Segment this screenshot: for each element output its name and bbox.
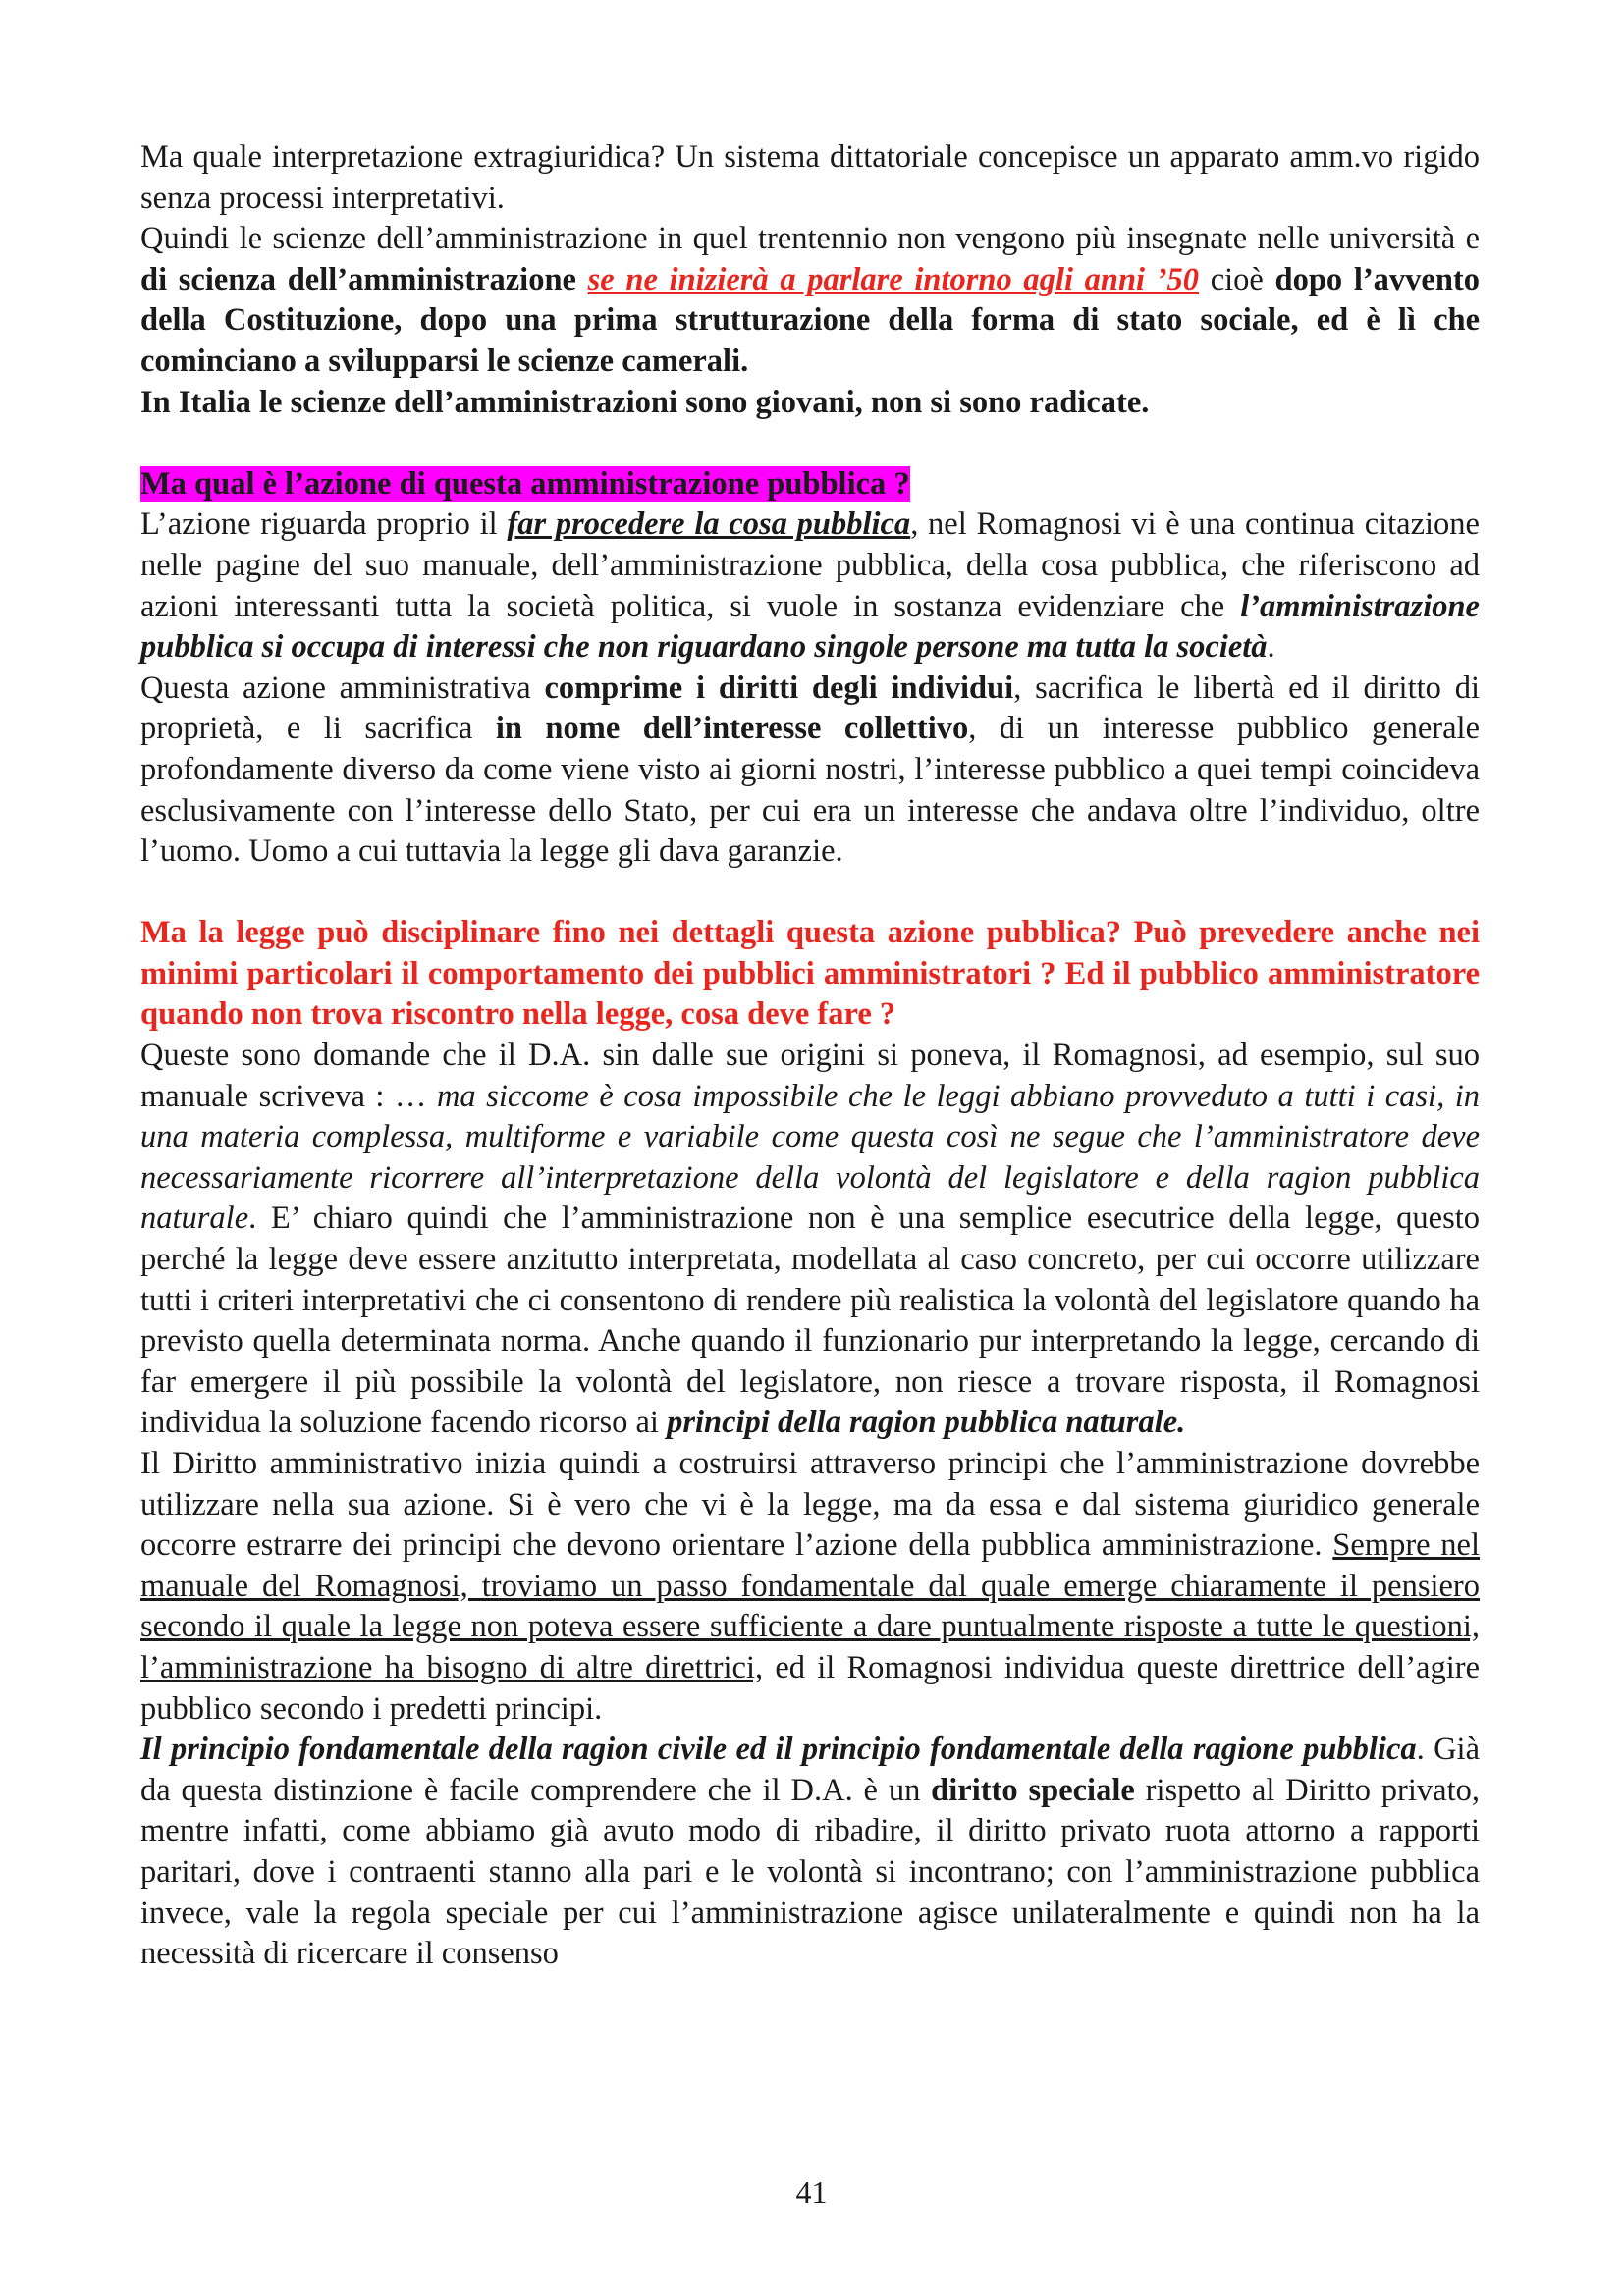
document-page [140,137,1480,1975]
p2-bold-2: dopo l’avvento della Costituzione, dopo una prima strutturazione della forma di stato sociale, ed è lì che cominciano a svilupparsi le scienze camerali. [140,261,1481,379]
p2-text-2 [576,262,588,297]
p5-text-3: . [1267,629,1275,666]
p2-bold-1: di scienza dell’amministrazione [140,261,576,297]
p6-bold-1: comprime i diritti degli individui [544,669,1014,706]
p7-red-bold: Ma la legge può disciplinare fino nei dettagli questa azione pubblica? Può prevedere anche nei minimi particolari il comportamento dei pubblici amministratori ? Ed il pubblico amministratore quando non trova riscontro nella legge, cosa deve fare ? [140,915,1480,1033]
paragraph-2 [140,219,1480,382]
blank-line [140,423,1480,464]
paragraph-3 [140,383,1480,424]
p1-text: Ma quale interpretazione extragiuridica? Un sistema dittatoriale concepisce un apparato amm.vo rigido senza processi interpretativi. [140,139,1480,216]
paragraph-1 [140,137,1480,219]
p10-bold: diritto speciale [931,1772,1135,1808]
p8-text-1: Queste sono domande che il D.A. sin dalle sue origini si poneva, il Romagnosi, ad esempio, sul suo manuale scriveva : … [140,1038,1480,1114]
paragraph-8 [140,1036,1480,1444]
paragraph-10 [140,1730,1480,1975]
paragraph-9 [140,1444,1480,1730]
p3-bold: In Italia le scienze dell’amministrazioni sono giovani, non si sono radicate. [140,384,1150,420]
paragraph-4-heading [140,464,1480,506]
p10-bold-italic: Il principio fondamentale della ragion civile ed il principio fondamentale della ragione pubblica [140,1732,1417,1768]
p6-bold-2: in nome dell’interesse collettivo [495,711,969,747]
p2-text-1: Quindi le scienze dell’amministrazione in quel trentennio non vengono più insegnate nelle università e [140,221,1480,257]
p8-italic-quote: ma siccome è cosa impossibile che le leggi abbiano provveduto a tutti i casi, in una materia complessa, multiforme e variabile come questa così ne segue che l’amministratore deve necessariamente ricorrere all’interpretazione della volontà del legislatore e della ragion pubblica naturale [140,1078,1481,1237]
p6-text-3: , di un interesse pubblico generale profondamente diverso da come viene visto ai giorni nostri, l’interesse pubblico a quei tempi coincideva esclusivamente con l’interesse dello Stato, per cui era un interesse che andava oltre l’individuo, oltre l’uomo. Uomo a cui tuttavia la legge gli dava garanzie. [140,711,1480,870]
p2-text-3: cioè [1199,261,1275,297]
paragraph-6 [140,668,1480,873]
p9-underlined: Sempre nel manuale del Romagnosi, troviamo un passo fondamentale dal quale emerge chiaramente il pensiero secondo il quale la legge non poteva essere sufficiente a dare puntualmente risposte a tutte le questioni, l’amministrazione ha bisogno di altre direttrici, [140,1527,1481,1685]
p5-text-1: L’azione riguarda proprio il [140,507,508,543]
paragraph-5 [140,505,1480,667]
p8-bold-italic: principi della ragion pubblica naturale. [667,1405,1186,1441]
p9-text-1: Il Diritto amministrativo inizia quindi a costruirsi attraverso principi che l’amministrazione dovrebbe utilizzare nella sua azione. Si è vero che vi è la legge, ma da essa e dal sistema giuridico generale occorre estrarre dei principi che devono orientare l’azione della pubblica amministrazione. [140,1446,1480,1564]
p10-text-1: . Già da questa distinzione è facile comprendere che il D.A. è un [140,1732,1480,1808]
p6-text-1: Questa azione amministrativa [140,669,545,706]
highlighted-heading: Ma qual è l’azione di questa amministrazione pubblica ? [140,465,910,502]
p9-text-2: ed il Romagnosi individua queste direttrice dell’agire pubblico secondo i predetti principi. [140,1649,1480,1727]
p5-bold-underline: far procedere la cosa pubblica [507,507,911,543]
paragraph-7-red-question [140,913,1480,1036]
p10-text-2: rispetto al Diritto privato, mentre infatti, come abbiamo già avuto modo di ribadire, il diritto privato ruota attorno a rapporti paritari, dove i contraenti stanno alla pari e le volontà si incontrano; con l’amministrazione pubblica invece, vale la regola speciale per cui l’amministrazione agisce unilateralmente e quindi non ha la necessità di ricercare il consenso [140,1772,1480,1972]
p2-red-emphasis: se ne inizierà a parlare intorno agli anni ’50 [587,261,1200,297]
blank-line [140,873,1480,914]
p5-text-2: , nel Romagnosi vi è una continua citazione nelle pagine del suo manuale, dell’amministrazione pubblica, della cosa pubblica, che riferiscono ad azioni interessanti tutta la società politica, si vuole in sostanza evidenziare che [140,507,1480,624]
p5-bold-italic: l’amministrazione pubblica si occupa di interessi che non riguardano singole persone ma tutta la società [140,588,1480,666]
page-number: 41 [795,2174,828,2210]
p6-text-2: , sacrifica le libertà ed il diritto di proprietà, e li sacrifica [140,669,1480,747]
p8-text-2: . E’ chiaro quindi che l’amministrazione non è una semplice esecutrice della legge, questo perché la legge deve essere anzitutto interpretata, modellata al caso concreto, per cui occorre utilizzare tutti i criteri interpretativi che ci consentono di rendere più realistica la volontà del legislatore quando ha previsto quella determinata norma. Anche quando il funzionario pur interpretando la legge, cercando di far emergere il più possibile la volontà del legislatore, non riesce a trovare risposta, il Romagnosi individua la soluzione facendo ricorso ai [140,1201,1480,1441]
